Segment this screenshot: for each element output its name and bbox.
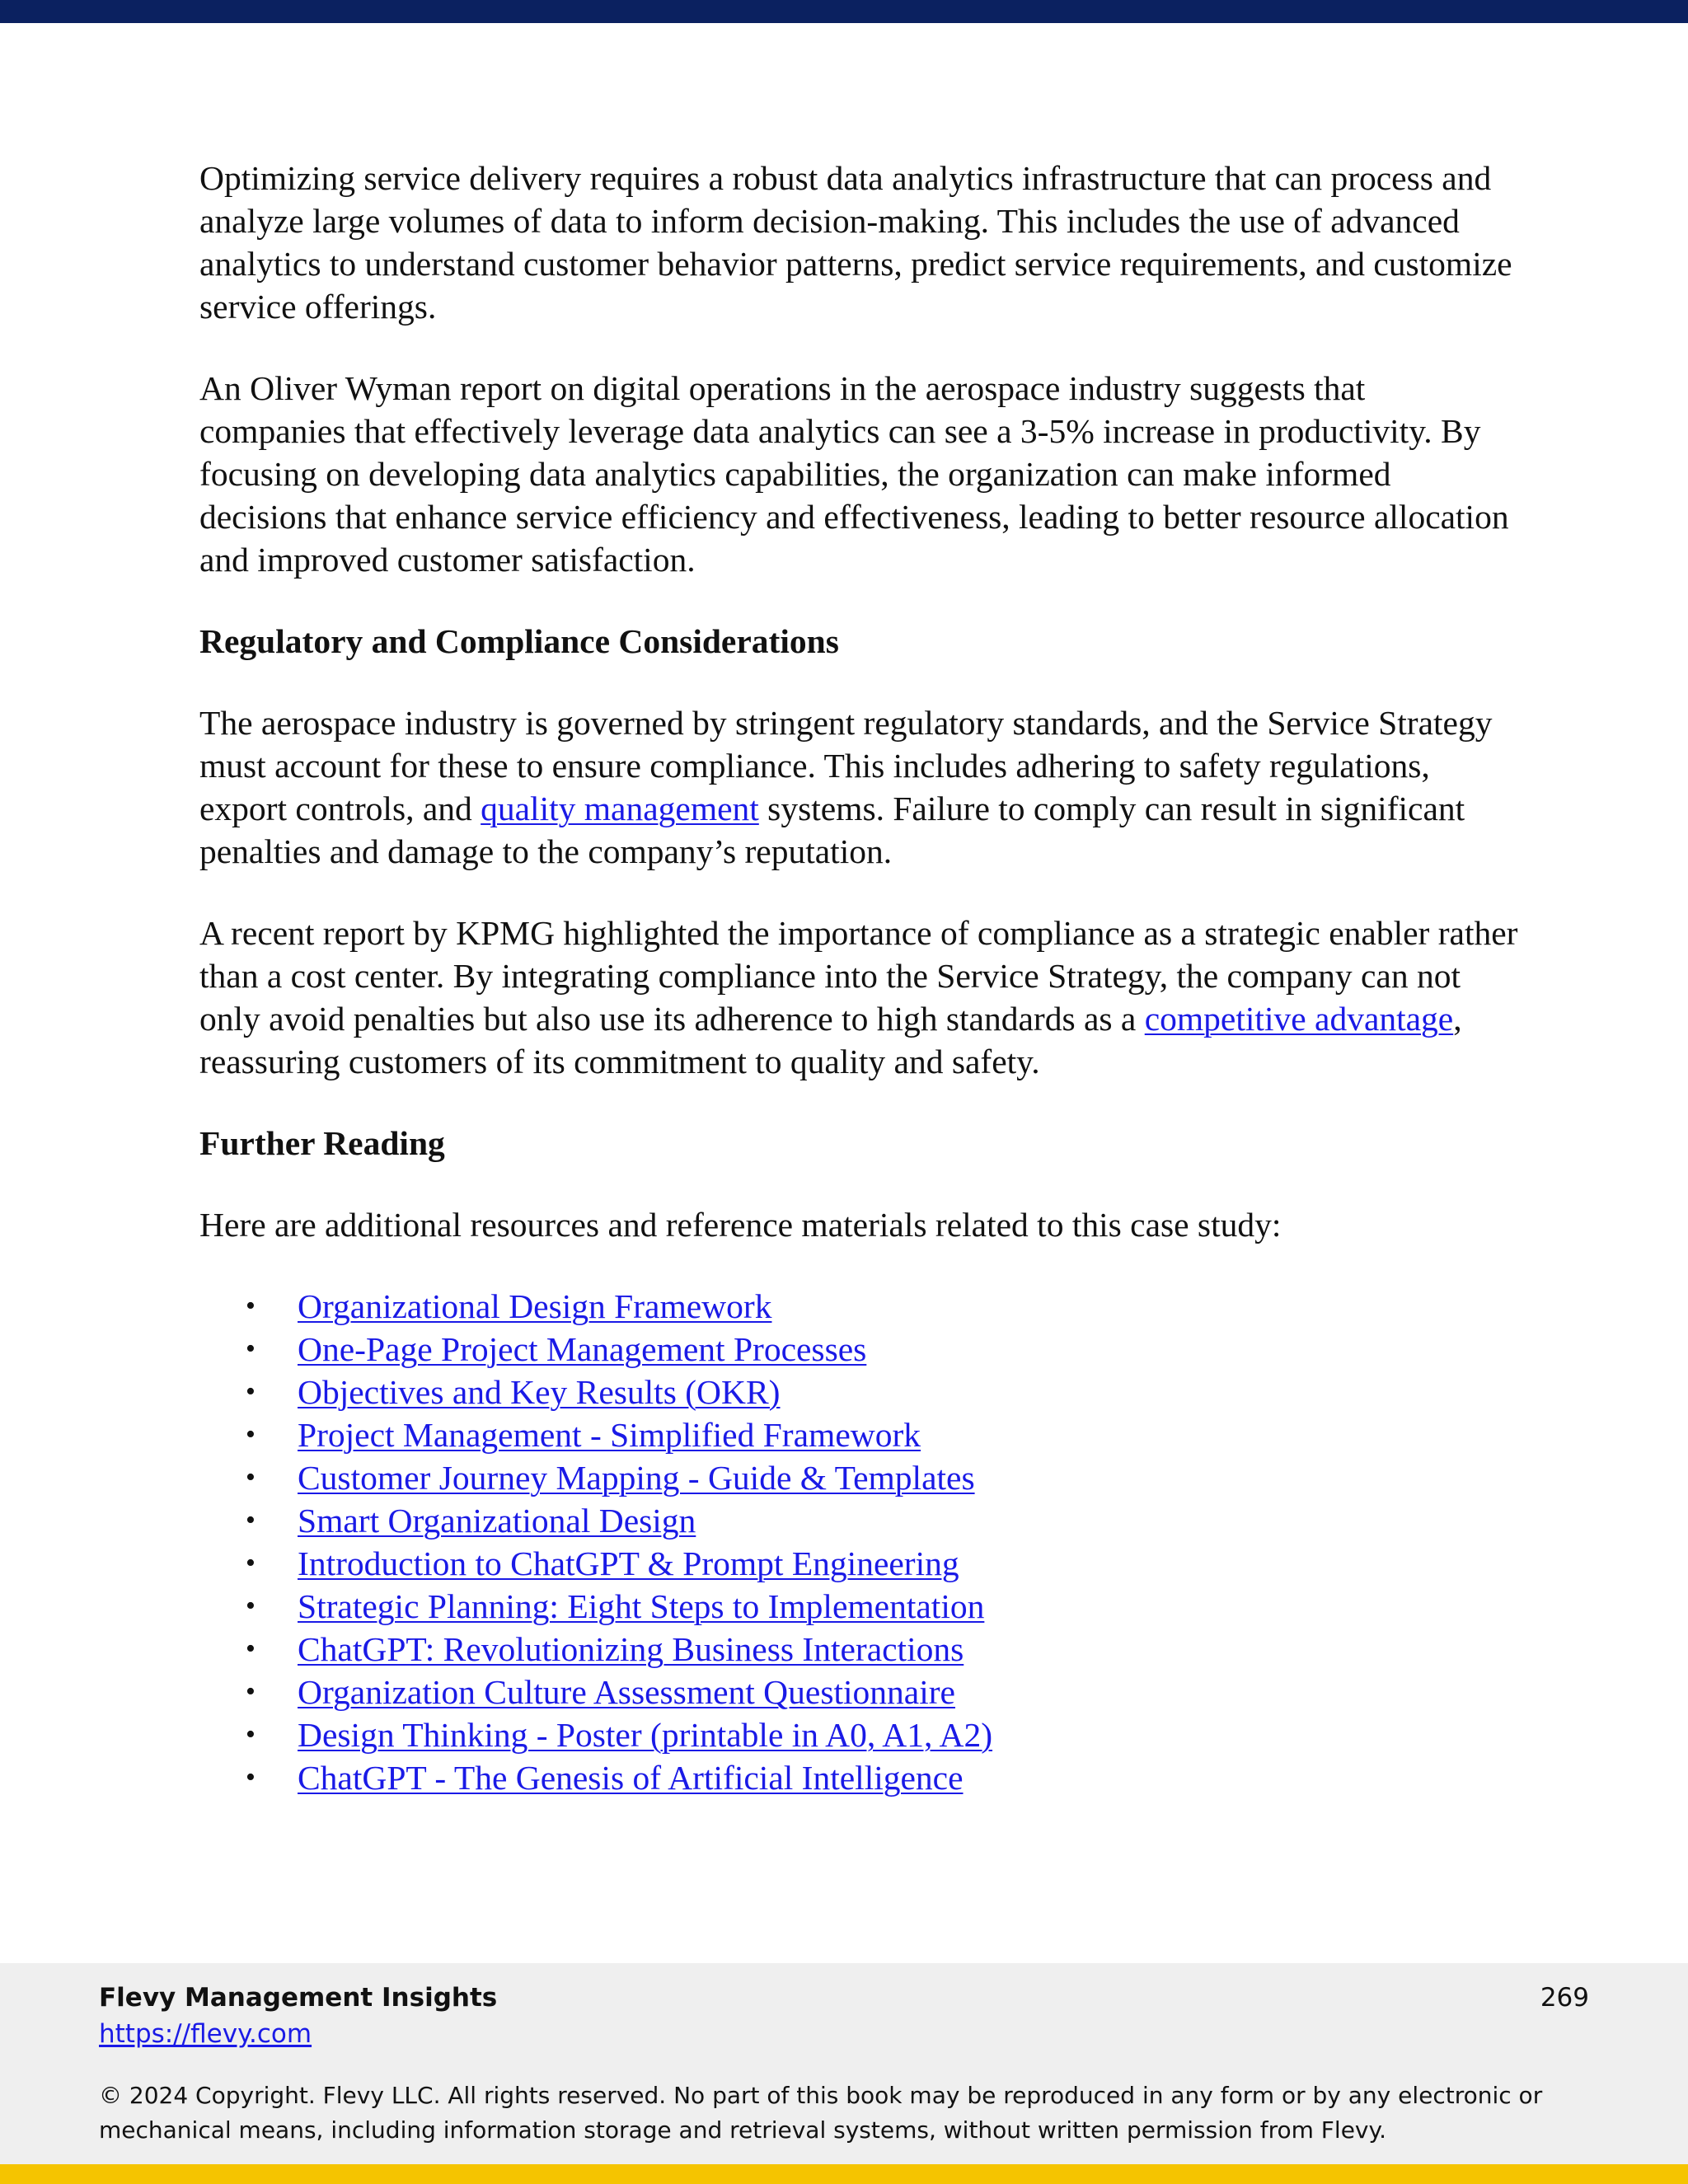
footer-url-link[interactable]: https://flevy.com xyxy=(99,2019,312,2049)
list-item xyxy=(199,1456,1518,1499)
page-content xyxy=(199,157,1518,1799)
further-reading-link[interactable]: Design Thinking - Poster (printable in A0, A1, A2) xyxy=(298,1716,993,1754)
link-quality-management[interactable]: quality management xyxy=(481,790,759,827)
further-reading-link[interactable]: Objectives and Key Results (OKR) xyxy=(298,1373,781,1411)
bullet-icon: • xyxy=(246,1291,256,1321)
further-reading-link[interactable]: Organization Culture Assessment Questionnaire xyxy=(298,1673,955,1711)
list-item xyxy=(199,1756,1518,1799)
paragraph-text: systems. Failure to comply can result in significant penalties and damage to the company’s reputation. xyxy=(199,790,1465,870)
list-item xyxy=(199,1328,1518,1371)
list-item xyxy=(199,1542,1518,1585)
further-reading-list xyxy=(199,1285,1518,1799)
heading-regulatory-compliance: Regulatory and Compliance Considerations xyxy=(199,622,839,660)
bullet-icon: • xyxy=(246,1676,256,1707)
footer-brand: Flevy Management Insights xyxy=(99,1983,498,2013)
paragraph-further-reading-intro: Here are additional resources and reference materials related to this case study: xyxy=(199,1206,1282,1244)
bullet-icon: • xyxy=(246,1505,256,1535)
further-reading-link[interactable]: Smart Organizational Design xyxy=(298,1502,696,1540)
heading-further-reading: Further Reading xyxy=(199,1124,445,1162)
paragraph-text: , reassuring customers of its commitment to quality and safety. xyxy=(199,1000,1462,1080)
paragraph-oliver-wyman: An Oliver Wyman report on digital operations in the aerospace industry suggests that companies that effectively leverage data analytics can see a 3-5% increase in productivity. By focusing on developing data analytics capabilities, the organization can make informed decisions that enhance service efficiency and effectiveness, leading to better resource allocation and improved customer satisfaction. xyxy=(199,369,1509,579)
bullet-icon: • xyxy=(246,1333,256,1364)
paragraph-text: A recent report by KPMG highlighted the importance of compliance as a strategic enabler rather than a cost center. By integrating compliance into the Service Strategy, the company can not only avoid penalties but also use its adherence to high standards as a xyxy=(199,914,1518,1038)
list-item xyxy=(199,1585,1518,1628)
further-reading-link[interactable]: One-Page Project Management Processes xyxy=(298,1330,867,1368)
further-reading-link[interactable]: Introduction to ChatGPT & Prompt Engineering xyxy=(298,1544,959,1582)
top-accent-bar xyxy=(0,0,1688,23)
list-item xyxy=(199,1713,1518,1756)
copyright-notice: © 2024 Copyright. Flevy LLC. All rights reserved. No part of this book may be reproduced in any form or by any electronic or mechanical means, including information storage and retrieval systems, without written permission from Flevy. xyxy=(99,2082,1543,2144)
bottom-accent-bar xyxy=(0,2164,1688,2184)
paragraph-text: The aerospace industry is governed by stringent regulatory standards, and the Service Strategy must account for these to ensure compliance. This includes adhering to safety regulations, export controls, and xyxy=(199,704,1493,827)
list-item xyxy=(199,1285,1518,1328)
list-item xyxy=(199,1413,1518,1456)
further-reading-link[interactable]: Strategic Planning: Eight Steps to Implementation xyxy=(298,1587,985,1625)
page-footer xyxy=(0,1963,1688,2164)
further-reading-link[interactable]: Customer Journey Mapping - Guide & Templates xyxy=(298,1459,975,1497)
bullet-icon: • xyxy=(246,1591,256,1621)
paragraph-regulatory-standards xyxy=(199,701,1518,873)
paragraph-kpmg-report xyxy=(199,912,1518,1083)
further-reading-link[interactable]: ChatGPT: Revolutionizing Business Interactions xyxy=(298,1630,964,1668)
list-item xyxy=(199,1371,1518,1413)
bullet-icon: • xyxy=(246,1762,256,1793)
bullet-icon: • xyxy=(246,1719,256,1750)
list-item xyxy=(199,1499,1518,1542)
list-item xyxy=(199,1628,1518,1671)
bullet-icon: • xyxy=(246,1633,256,1664)
bullet-icon: • xyxy=(246,1419,256,1450)
list-item xyxy=(199,1671,1518,1713)
further-reading-link[interactable]: Organizational Design Framework xyxy=(298,1287,772,1325)
page-number: 269 xyxy=(1540,1983,1589,2013)
link-competitive-advantage[interactable]: competitive advantage xyxy=(1144,1000,1454,1038)
bullet-icon: • xyxy=(246,1462,256,1493)
further-reading-link[interactable]: ChatGPT - The Genesis of Artificial Intelligence xyxy=(298,1759,964,1797)
paragraph-data-analytics: Optimizing service delivery requires a robust data analytics infrastructure that can process and analyze large volumes of data to inform decision-making. This includes the use of advanced analytics to understand customer behavior patterns, predict service requirements, and customize service offerings. xyxy=(199,159,1512,326)
bullet-icon: • xyxy=(246,1376,256,1407)
bullet-icon: • xyxy=(246,1548,256,1578)
further-reading-link[interactable]: Project Management - Simplified Framework xyxy=(298,1416,921,1454)
